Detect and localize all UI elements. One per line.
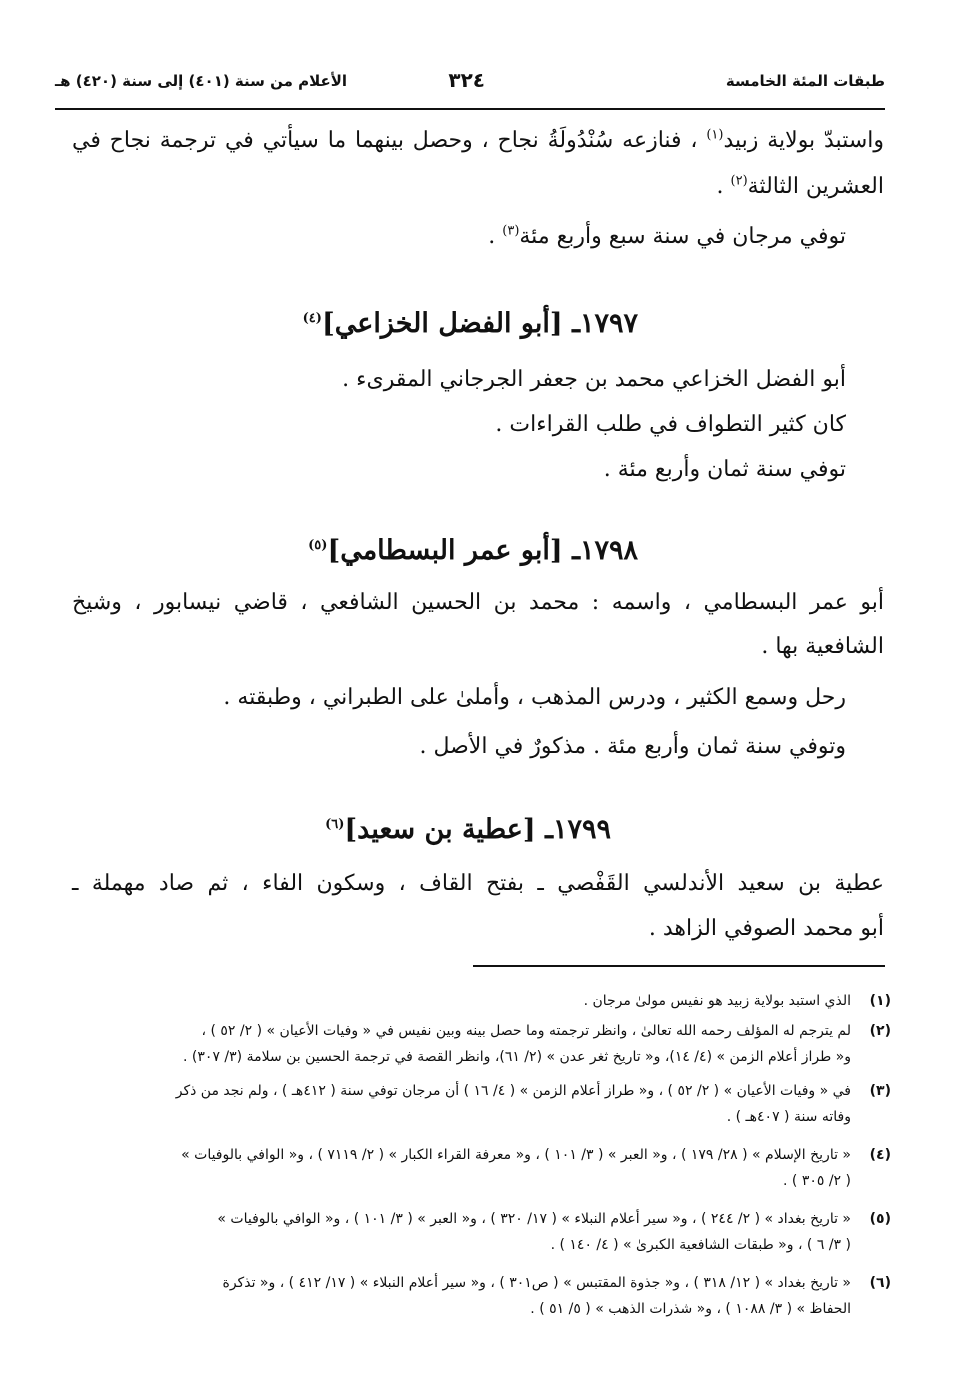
entry-heading xyxy=(308,533,638,569)
header-rule xyxy=(55,108,885,110)
running-header xyxy=(55,68,885,102)
body-line: عطية بن سعيد الأندلسي القَفْصي ـ بفتح القاف ، وسكون الفاء ، ثم صاد مهملة ـ xyxy=(72,871,884,896)
footnote-text: « تاريخ بغداد » ( ١٢/ ٣١٨ ) ، و« جذوة المقتبس » ( ص٣٠١ ) ، و« سير أعلام النبلاء » ( ١٧/ ٤١٢ ) ، و« تذكرة xyxy=(222,1275,851,1291)
footnote xyxy=(81,1142,891,1194)
footnote-text: وفاته سنة ( ٤٠٧هـ ) . xyxy=(726,1109,851,1125)
footnote-number: (٣) xyxy=(869,1083,891,1099)
footnote-text: لم يترجم له المؤلف رحمه الله تعالىٰ ، وانظر ترجمته وما حصل بينه وبين نفيس في « وفيات الأعيان » ( ٢/ ٥٢ ) ، xyxy=(201,1023,851,1039)
body-line: توفي سنة ثمان وأربع مئة . xyxy=(603,457,846,482)
body-text: . xyxy=(488,224,496,249)
footnote-text: و« طراز أعلام الزمن » (٤/ ١٤)، و« تاريخ ثغر عدن » (٢/ ٦١)، وانظر القصة في ترجمة الحسين بن سلامة (٣/ ٣٠٧) . xyxy=(183,1049,851,1065)
body-text: العشرين الثالثة xyxy=(747,174,884,199)
footnote-text: الذي استبد بولاية زبيد هو نفيس مولىٰ مرجان . xyxy=(583,993,851,1009)
body-line xyxy=(717,172,885,202)
footnote-ref: (٢) xyxy=(730,173,748,189)
entry-heading xyxy=(303,306,638,342)
body-line xyxy=(72,126,884,156)
body-text: واستبدّ بولاية زبيد xyxy=(723,128,885,153)
entry-title: ١٧٩٨ـ [أبو عمر البسطامي] xyxy=(327,535,638,566)
footnote xyxy=(81,1018,891,1070)
footnote-ref: (١) xyxy=(706,127,724,143)
footnote-rule xyxy=(473,965,885,967)
page-number: ٣٢٤ xyxy=(448,68,485,92)
footnote-number: (٢) xyxy=(869,1023,891,1039)
footnote-ref: (٣) xyxy=(502,223,520,239)
footnote-number: (٤) xyxy=(869,1147,891,1163)
footnote-number: (١) xyxy=(869,993,891,1009)
footnote-text: ( ٢/ ٣٠٥ ) . xyxy=(783,1173,851,1189)
footnote-ref: (٦) xyxy=(325,817,345,832)
body-line: كان كثير التطواف في طلب القراءات . xyxy=(495,412,846,437)
body-text: . xyxy=(716,174,724,199)
body-text: توفي مرجان في سنة سبع وأربع مئة xyxy=(519,224,846,249)
entry-heading xyxy=(325,812,611,848)
entry-title: ١٧٩٧ـ [أبو الفضل الخزاعي] xyxy=(321,308,638,339)
footnote-text: « تاريخ الإسلام » ( ٢٨/ ١٧٩ ) ، و« العبر » ( ٣/ ١٠١ ) ، و« معرفة القراء الكبار » ( ٢/ ٧١١٩ ) ، و« الوافي بالوفيات » xyxy=(181,1147,851,1163)
body-line: وتوفي سنة ثمان وأربع مئة . مذكورٌ في الأصل . xyxy=(419,734,846,759)
footnote xyxy=(81,1270,891,1322)
footnote xyxy=(81,1078,891,1130)
body-line: رحل وسمع الكثير ، ودرس المذهب ، وأملىٰ على الطبراني ، وطبقته . xyxy=(223,685,846,710)
footnote-text: ( ٣/ ٦ ) ، و« طبقات الشافعية الكبرىٰ » ( ٤/ ١٤٠ ) . xyxy=(550,1237,851,1253)
footnote-text: « تاريخ بغداد » ( ٢/ ٢٤٤ ) ، و« سير أعلام النبلاء » ( ١٧/ ٣٢٠ ) ، و« العبر » ( ٣/ ١٠١ ) ، و« الوافي بالوفيات » xyxy=(217,1211,851,1227)
body-line: أبو عمر البسطامي ، واسمه : محمد بن الحسين الشافعي ، قاضي نيسابور ، وشيخ xyxy=(72,590,884,615)
footnote-number: (٥) xyxy=(869,1211,891,1227)
header-section-title: طبقات المئة الخامسة xyxy=(725,72,885,90)
header-range-title: الأعلام من سنة (٤٠١) إلى سنة (٤٢٠) هـ xyxy=(55,72,348,90)
body-text: ، فنازعه سُنْدُولَةُ نجاح ، وحصل بينهما ما سيأتي في ترجمة نجاح في xyxy=(72,128,698,153)
footnote-text: في « وفيات الأعيان » ( ٢/ ٥٢ ) ، و« طراز أعلام الزمن » ( ٤/ ١٦ ) أن مرجان توفي سنة ( ٤١٢هـ ) ، ولم نجد من ذكر xyxy=(175,1083,851,1099)
footnote-text: الحفاظ » ( ٣/ ١٠٨٨ ) ، و« شذرات الذهب » ( ٥/ ٥١ ) . xyxy=(530,1301,851,1317)
entry-title: ١٧٩٩ـ [عطية بن سعيد] xyxy=(344,814,611,845)
footnote-ref: (٤) xyxy=(302,311,322,326)
body-line: أبو الفضل الخزاعي محمد بن جعفر الجرجاني المقرىء . xyxy=(342,367,846,392)
body-line xyxy=(488,222,846,252)
footnote-number: (٦) xyxy=(869,1275,891,1291)
body-line: أبو محمد الصوفي الزاهد . xyxy=(648,916,884,941)
footnote xyxy=(81,988,891,1014)
body-line: الشافعية بها . xyxy=(761,634,884,659)
footnote-ref: (٥) xyxy=(308,538,328,553)
footnote xyxy=(81,1206,891,1258)
